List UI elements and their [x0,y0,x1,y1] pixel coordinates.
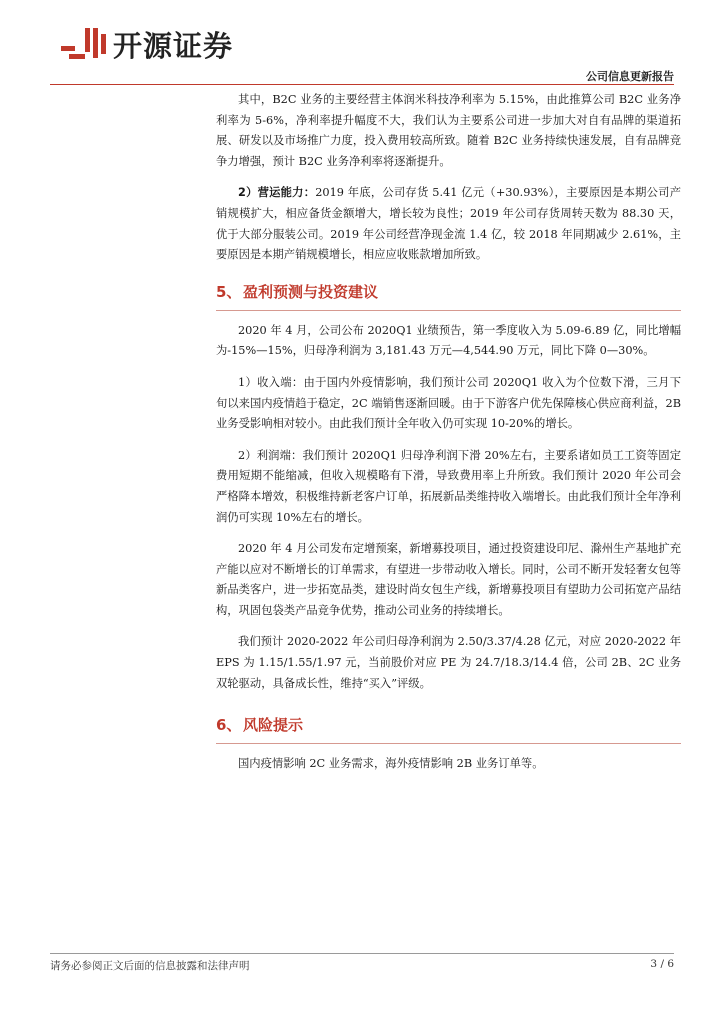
section-6-heading [216,714,681,736]
section-6-title: 风险提示 [243,716,304,735]
paragraph-q1-preview: 2020 年 4 月，公司公布 2020Q1 业绩预告，第一季度收入为 5.09-6.89 亿，同比增幅为-15%—15%，归母净利润为 3,181.43 万元—4,544.90 万元，同比下降 0—30%。 [216,323,681,358]
operating-capacity-lead: 2）营运能力： [238,186,316,200]
paragraph-forecast-rating: 我们预计 2020-2022 年公司归母净利润为 2.50/3.37/4.28 亿元，对应 2020-2022 年 EPS 为 1.15/1.55/1.97 元，当前股价对应 PE 为 24.7/18.3/14.4 倍，公司 2B、2C 业务双轮驱动，具备成长性，维持“买入”评级。 [216,635,681,690]
brand-logo [57,24,233,64]
section-5-title: 盈利预测与投资建议 [243,282,379,301]
report-body [216,90,681,786]
brand-name: 开源证券 [113,28,234,63]
footer-disclaimer: 请务必参阅正文后面的信息披露和法律声明 [50,960,250,972]
header-divider [50,84,674,85]
paragraph-revenue-side: 1）收入端：由于国内外疫情影响，我们预计公司 2020Q1 收入为个位数下滑，三月下旬以来国内疫情趋于稳定，2C 端销售逐渐回暖。由于下游客户优先保障核心供应商利益，2B 业务受影响相对较小。由此我们预计全年收入仍可实现 10-20%的增长。 [216,375,681,431]
section-6-divider [216,743,681,744]
section-5-heading [216,281,681,303]
paragraph-operating-capacity [216,183,681,265]
report-type: 公司信息更新报告 [586,70,674,83]
section-5-divider [216,310,681,311]
operating-capacity-text: 2019 年底，公司存货 5.41 亿元（+30.93%），主要原因是本期公司产销规模扩大，相应备货金额增大，增长较为良性；2019 年公司存货周转天数为 88.30 天，优于大部分服装公司。2019 年公司经营净现金流 1.4 亿，较 2018 年同期减少 2.61%，主要原因是本期产销规模增长，相应应收账款增加所致。 [216,186,681,262]
paragraph-b2c-margin: 其中，B2C 业务的主要经营主体润米科技净利率为 5.15%，由此推算公司 B2C 业务净利率为 5-6%，净利率提升幅度不大，我们认为主要系公司进一步加大对自有品牌的渠道拓展、研发以及市场推广力度，投入费用较高所致。随着 B2C 业务持续快速发展，自有品牌竞争力增强，预计 B2C 业务净利率将逐渐提升。 [216,93,681,168]
paragraph-risks: 国内疫情影响 2C 业务需求，海外疫情影响 2B 业务订单等。 [238,757,544,771]
section-5-number: 5、 [216,282,242,301]
section-6-number: 6、 [216,716,242,735]
page-header [0,0,724,90]
brand-logo-icon [57,24,111,64]
footer-divider [50,953,674,954]
page-number: 3 / 6 [650,958,674,970]
paragraph-profit-side: 2）利润端：我们预计 2020Q1 归母净利润下滑 20%左右，主要系诸如员工工资等固定费用短期不能缩减，但收入规模略有下滑，导致费用率上升所致。我们预计 2020 年公司会严格降本增效，积极维持新老客户订单，拓展新品类维持收入端增长。由此我们预计全年净利润仍可实现 10%左右的增长。 [216,448,681,524]
paragraph-private-placement: 2020 年 4 月公司发布定增预案，新增募投项目，通过投资建设印尼、滁州生产基地扩充产能以应对不断增长的订单需求，有望进一步带动收入增长。同时，公司不断开发轻奢女包等新品类客户，进一步拓宽品类，建设时尚女包生产线，新增募投项目有望助力公司拓宽产品结构，巩固包袋类产品竞争优势，推动公司业务的持续增长。 [216,542,681,617]
